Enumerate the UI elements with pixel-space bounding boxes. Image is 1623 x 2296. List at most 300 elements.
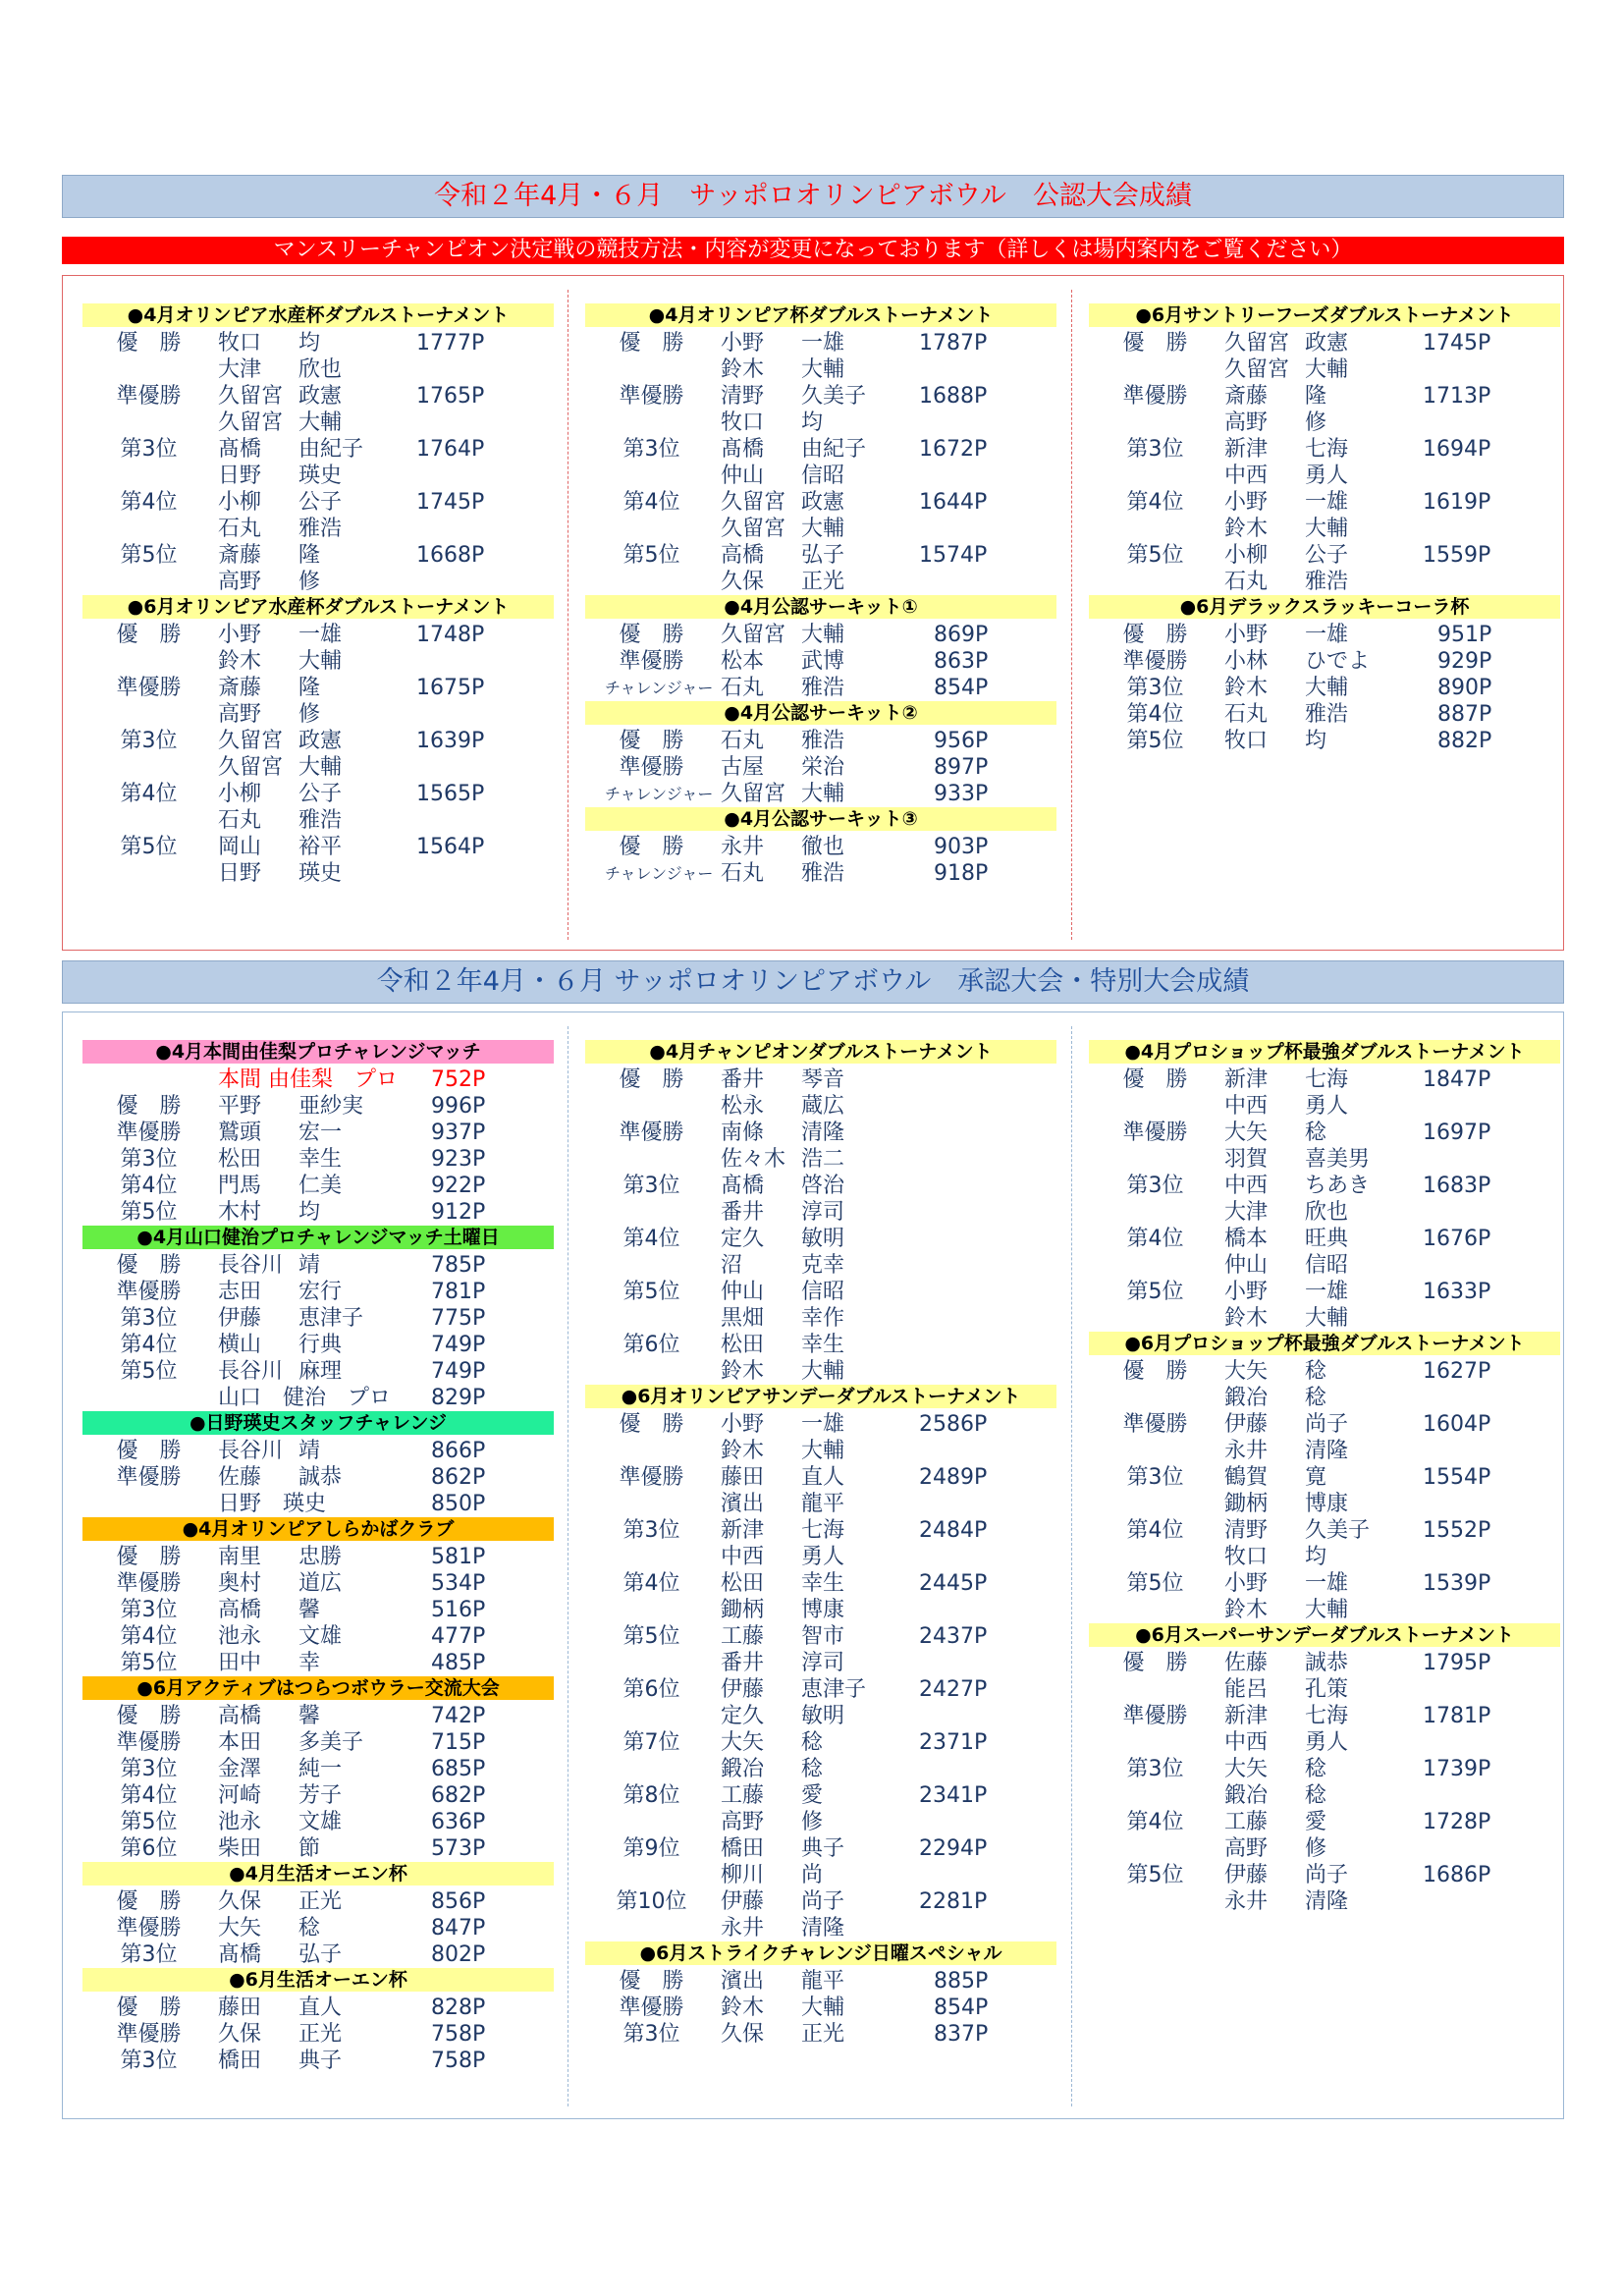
- player-surname: 小柳: [1224, 543, 1269, 568]
- result-row: [1089, 330, 1560, 356]
- tournament-title: ●6月スーパーサンデーダブルストーナメント: [1089, 1623, 1560, 1647]
- score-value: 2484P: [919, 1518, 988, 1543]
- result-row: [585, 1570, 1056, 1597]
- rank-label: 第3位: [120, 1757, 178, 1781]
- rank-label: 第5位: [1126, 543, 1184, 568]
- result-row: [585, 330, 1056, 356]
- player-surname: 石丸: [1224, 702, 1269, 727]
- player-surname: 久留宮: [721, 782, 786, 806]
- player-given-name: 勇人: [801, 1545, 845, 1569]
- rank-label: 第3位: [622, 2022, 680, 2047]
- official-results-panel: [62, 275, 1564, 951]
- score-value: 869P: [934, 623, 989, 647]
- player-given-name: 正光: [298, 1889, 343, 1914]
- player-surname: 鍛冶: [1224, 1783, 1269, 1808]
- player-given-name: 稔: [1305, 1757, 1327, 1781]
- result-row: [585, 2021, 1056, 2048]
- result-row: [82, 754, 554, 781]
- score-value: 682P: [431, 1783, 486, 1808]
- tournament-block: [1089, 1332, 1560, 1623]
- result-row: [1089, 675, 1560, 701]
- player-given-name: 七海: [1305, 1067, 1349, 1092]
- result-row: [585, 410, 1056, 436]
- player-surname: 松田: [721, 1333, 765, 1357]
- player-surname: 定久: [721, 1227, 765, 1251]
- result-row: [585, 1729, 1056, 1756]
- result-row: [82, 410, 554, 436]
- player-given-name: 政憲: [298, 729, 343, 753]
- score-value: 2294P: [919, 1836, 988, 1861]
- player-surname: 小柳: [218, 490, 262, 515]
- player-surname: 久留宮: [1224, 357, 1290, 382]
- score-value: 912P: [431, 1200, 486, 1225]
- tournament-block: [585, 595, 1056, 701]
- result-row: [585, 489, 1056, 516]
- result-row: [585, 1146, 1056, 1173]
- result-row: [82, 1120, 554, 1146]
- result-row: [82, 1650, 554, 1676]
- player-given-name: 一雄: [1305, 1571, 1349, 1596]
- score-value: 2445P: [919, 1571, 988, 1596]
- result-row: [1089, 1066, 1560, 1093]
- result-row: [82, 1888, 554, 1915]
- player-surname: 仲山: [1224, 1253, 1269, 1278]
- player-given-name: 大輔: [1305, 676, 1349, 700]
- player-surname: 永井: [721, 835, 765, 859]
- player-given-name: 啓治: [801, 1174, 845, 1198]
- result-row: [82, 1756, 554, 1782]
- tournament-title: ●6月アクティブはつらつボウラー交流大会: [82, 1676, 554, 1700]
- score-value: 1639P: [416, 729, 485, 753]
- tournament-block: [82, 1411, 554, 1517]
- player-given-name: 正光: [801, 570, 845, 594]
- result-row: [585, 675, 1056, 701]
- score-value: 573P: [431, 1836, 486, 1861]
- player-surname: 久留宮: [721, 490, 786, 515]
- player-surname: 鈴木: [721, 1359, 765, 1384]
- result-row: [1089, 489, 1560, 516]
- player-surname: 平野: [218, 1094, 262, 1119]
- result-row: [585, 1491, 1056, 1517]
- rank-label: 第4位: [1126, 1810, 1184, 1834]
- player-given-name: 文雄: [298, 1810, 343, 1834]
- player-surname: 金澤: [218, 1757, 262, 1781]
- player-surname: 山口 健治 プロ: [218, 1386, 392, 1410]
- player-surname: 小野: [721, 1412, 765, 1437]
- result-row: [82, 1385, 554, 1411]
- player-surname: 工藤: [1224, 1810, 1269, 1834]
- result-row: [585, 1756, 1056, 1782]
- player-given-name: 稔: [298, 1916, 321, 1941]
- player-surname: 佐々木: [721, 1147, 786, 1172]
- result-row: [585, 648, 1056, 675]
- player-given-name: 大輔: [801, 1439, 845, 1463]
- player-surname: 池永: [218, 1810, 262, 1834]
- player-surname: 沼: [721, 1253, 743, 1278]
- player-given-name: 公子: [298, 490, 343, 515]
- result-row: [82, 675, 554, 701]
- player-surname: 日野: [218, 464, 262, 488]
- player-given-name: 稔: [1305, 1386, 1327, 1410]
- score-value: 1672P: [919, 437, 988, 462]
- player-given-name: 政憲: [801, 490, 845, 515]
- player-surname: 久保: [218, 1889, 262, 1914]
- rank-label: 準優勝: [1122, 1704, 1188, 1728]
- player-surname: 石丸: [721, 676, 765, 700]
- player-surname: 小林: [1224, 649, 1269, 674]
- player-given-name: 大輔: [1305, 517, 1349, 541]
- result-row: [82, 1332, 554, 1358]
- player-given-name: 大輔: [801, 623, 845, 647]
- result-row: [1089, 1252, 1560, 1279]
- result-row: [585, 1835, 1056, 1862]
- player-surname: 木村: [218, 1200, 262, 1225]
- score-value: 1686P: [1423, 1863, 1491, 1887]
- results-column: [585, 1040, 1056, 2048]
- player-given-name: 幸作: [801, 1306, 845, 1331]
- result-row: [82, 1623, 554, 1650]
- score-value: 715P: [431, 1730, 486, 1755]
- player-surname: 松本: [721, 649, 765, 674]
- player-surname: 黒畑: [721, 1306, 765, 1331]
- player-surname: 石丸: [218, 517, 262, 541]
- player-surname: 柳川: [721, 1863, 765, 1887]
- player-surname: 南里: [218, 1545, 262, 1569]
- rank-label: 優 勝: [116, 623, 182, 647]
- player-given-name: 智市: [801, 1624, 845, 1649]
- player-given-name: 雅浩: [298, 808, 343, 833]
- player-given-name: 靖: [298, 1253, 321, 1278]
- tournament-block: [82, 1862, 554, 1968]
- rank-label: 優 勝: [1122, 623, 1188, 647]
- player-given-name: 浩二: [801, 1147, 845, 1172]
- player-given-name: 寛: [1305, 1465, 1327, 1490]
- player-given-name: 弘子: [298, 1942, 343, 1967]
- result-row: [82, 1729, 554, 1756]
- rank-label: 準優勝: [116, 384, 182, 409]
- result-row: [82, 330, 554, 356]
- result-row: [585, 1226, 1056, 1252]
- section-2-title: 令和２年4月・６月 サッポロオリンピアボウル 承認大会・特別大会成績: [62, 960, 1564, 1004]
- result-row: [1089, 1305, 1560, 1332]
- score-value: 752P: [431, 1067, 486, 1092]
- player-surname: 久留宮: [218, 755, 284, 780]
- result-row: [585, 542, 1056, 569]
- player-surname: 田中: [218, 1651, 262, 1675]
- player-given-name: 裕平: [298, 835, 343, 859]
- player-surname: 小野: [1224, 1571, 1269, 1596]
- score-value: 2281P: [919, 1889, 988, 1914]
- player-given-name: 淳司: [801, 1651, 845, 1675]
- tournament-title: ●4月公認サーキット③: [585, 807, 1056, 831]
- result-row: [585, 1809, 1056, 1835]
- player-given-name: 隆: [1305, 384, 1327, 409]
- player-surname: 新津: [1224, 1067, 1269, 1092]
- player-given-name: 清隆: [1305, 1439, 1349, 1463]
- player-given-name: 修: [1305, 1836, 1327, 1861]
- player-surname: 大矢: [1224, 1121, 1269, 1145]
- score-value: 581P: [431, 1545, 486, 1569]
- rank-label: 優 勝: [116, 1889, 182, 1914]
- score-value: 856P: [431, 1889, 486, 1914]
- rank-label: 第5位: [120, 543, 178, 568]
- rank-label: 優 勝: [116, 1439, 182, 1463]
- score-value: 1764P: [416, 437, 485, 462]
- result-row: [1089, 1411, 1560, 1438]
- player-surname: 高橋: [218, 1598, 262, 1622]
- player-given-name: 大輔: [801, 1359, 845, 1384]
- player-surname: 長谷川: [218, 1359, 284, 1384]
- player-given-name: 大輔: [1305, 357, 1349, 382]
- player-surname: 古屋: [721, 755, 765, 780]
- player-given-name: 尚子: [1305, 1863, 1349, 1887]
- player-given-name: 典子: [801, 1836, 845, 1861]
- tournament-block: [585, 1385, 1056, 1941]
- tournament-block: [82, 1040, 554, 1226]
- player-given-name: 一雄: [1305, 623, 1349, 647]
- result-row: [585, 1676, 1056, 1703]
- player-given-name: 行典: [298, 1333, 343, 1357]
- score-value: 923P: [431, 1147, 486, 1172]
- rank-label: 準優勝: [1122, 1412, 1188, 1437]
- result-row: [1089, 701, 1560, 728]
- rank-label: 第4位: [120, 1333, 178, 1357]
- result-row: [82, 701, 554, 728]
- result-row: [1089, 1809, 1560, 1835]
- player-surname: 石丸: [721, 861, 765, 886]
- player-surname: 小柳: [218, 782, 262, 806]
- player-surname: 髙橋: [218, 437, 262, 462]
- player-surname: 松田: [721, 1571, 765, 1596]
- player-surname: 橋本: [1224, 1227, 1269, 1251]
- rank-label: 優 勝: [619, 835, 684, 859]
- rank-label: 第3位: [1126, 1465, 1184, 1490]
- result-row: [82, 1464, 554, 1491]
- player-surname: 門馬: [218, 1174, 262, 1198]
- tournament-block: [1089, 595, 1560, 754]
- player-given-name: 博康: [801, 1598, 845, 1622]
- rank-label: 準優勝: [619, 755, 684, 780]
- rank-label: 第3位: [120, 1306, 178, 1331]
- result-row: [1089, 1888, 1560, 1915]
- result-row: [585, 463, 1056, 489]
- player-given-name: 大輔: [801, 1995, 845, 2020]
- result-row: [82, 1544, 554, 1570]
- rank-label: 準優勝: [1122, 649, 1188, 674]
- score-value: 802P: [431, 1942, 486, 1967]
- player-surname: 久留宮: [218, 410, 284, 435]
- player-given-name: 稔: [801, 1757, 824, 1781]
- score-value: 1633P: [1423, 1280, 1491, 1304]
- player-given-name: 典子: [298, 2049, 343, 2073]
- result-row: [82, 622, 554, 648]
- result-row: [82, 781, 554, 807]
- player-given-name: 公子: [298, 782, 343, 806]
- score-value: 903P: [934, 835, 989, 859]
- rank-label: 準優勝: [116, 676, 182, 700]
- rank-label: 準優勝: [619, 384, 684, 409]
- player-given-name: 克幸: [801, 1253, 845, 1278]
- player-given-name: 尚子: [1305, 1412, 1349, 1437]
- tournament-block: [585, 701, 1056, 807]
- score-value: 1552P: [1423, 1518, 1491, 1543]
- rank-label: 第4位: [120, 782, 178, 806]
- section-1-title: 令和２年4月・６月 サッポロオリンピアボウル 公認大会成績: [62, 175, 1564, 218]
- rank-label: 第3位: [120, 437, 178, 462]
- player-given-name: 信昭: [801, 464, 845, 488]
- player-surname: 鷲頭: [218, 1121, 262, 1145]
- player-surname: 本間 由佳梨 プロ: [218, 1067, 398, 1092]
- player-given-name: 一雄: [298, 623, 343, 647]
- player-given-name: 正光: [801, 2022, 845, 2047]
- player-surname: 仲山: [721, 1280, 765, 1304]
- score-value: 1644P: [919, 490, 988, 515]
- player-surname: 牧口: [1224, 1545, 1269, 1569]
- player-given-name: 馨: [298, 1598, 321, 1622]
- player-surname: 久留宮: [218, 729, 284, 753]
- result-row: [82, 516, 554, 542]
- player-given-name: 弘子: [801, 543, 845, 568]
- player-surname: 大津: [218, 357, 262, 382]
- player-surname: 鈴木: [1224, 1306, 1269, 1331]
- player-given-name: 徹也: [801, 835, 845, 859]
- result-row: [585, 754, 1056, 781]
- rank-label: 準優勝: [619, 1995, 684, 2020]
- score-value: 1847P: [1423, 1067, 1491, 1092]
- player-surname: 鈴木: [1224, 1598, 1269, 1622]
- result-row: [82, 1305, 554, 1332]
- player-given-name: 雅浩: [801, 729, 845, 753]
- tournament-title: ●6月オリンピア水産杯ダブルストーナメント: [82, 595, 554, 619]
- result-row: [1089, 1173, 1560, 1199]
- player-surname: 鈴木: [721, 1439, 765, 1463]
- result-row: [585, 1968, 1056, 1995]
- result-row: [82, 1703, 554, 1729]
- player-surname: 中西: [1224, 1094, 1269, 1119]
- score-value: 1539P: [1423, 1571, 1491, 1596]
- score-value: 1683P: [1423, 1174, 1491, 1198]
- player-given-name: 勇人: [1305, 1730, 1349, 1755]
- player-surname: 高野: [1224, 410, 1269, 435]
- result-row: [585, 1066, 1056, 1093]
- rank-label: 準優勝: [619, 649, 684, 674]
- score-value: 890P: [1437, 676, 1492, 700]
- player-given-name: 隆: [298, 676, 321, 700]
- player-surname: 高橋: [721, 543, 765, 568]
- result-row: [1089, 436, 1560, 463]
- player-surname: 鍛冶: [721, 1757, 765, 1781]
- result-row: [585, 1358, 1056, 1385]
- player-surname: 久保: [721, 2022, 765, 2047]
- result-row: [82, 2048, 554, 2074]
- tournament-title: ●4月生活オーエン杯: [82, 1862, 554, 1886]
- player-given-name: 誠恭: [298, 1465, 343, 1490]
- player-given-name: 一雄: [1305, 490, 1349, 515]
- rank-label: 第4位: [1126, 490, 1184, 515]
- score-value: 837P: [934, 2022, 989, 2047]
- rank-label: 第7位: [622, 1730, 680, 1755]
- results-column: [1089, 303, 1560, 754]
- column-divider: [1071, 290, 1072, 940]
- result-row: [1089, 648, 1560, 675]
- player-surname: 大矢: [218, 1916, 262, 1941]
- rank-label: 第5位: [120, 1651, 178, 1675]
- player-given-name: 尚子: [801, 1889, 845, 1914]
- result-row: [82, 356, 554, 383]
- player-surname: 鈴木: [721, 357, 765, 382]
- score-value: 516P: [431, 1598, 486, 1622]
- player-given-name: 修: [1305, 410, 1327, 435]
- player-given-name: 敏明: [801, 1227, 845, 1251]
- score-value: 785P: [431, 1253, 486, 1278]
- score-value: 1795P: [1423, 1651, 1491, 1675]
- result-row: [1089, 728, 1560, 754]
- score-value: 897P: [934, 755, 989, 780]
- results-column: [82, 303, 554, 887]
- player-surname: 斎藤: [218, 676, 262, 700]
- rank-label: 優 勝: [619, 331, 684, 355]
- result-row: [585, 1623, 1056, 1650]
- result-row: [82, 1570, 554, 1597]
- player-given-name: 大輔: [298, 755, 343, 780]
- result-row: [585, 1199, 1056, 1226]
- result-row: [1089, 1650, 1560, 1676]
- score-value: 636P: [431, 1810, 486, 1834]
- rank-label: 第4位: [1126, 1227, 1184, 1251]
- tournament-title: ●6月オリンピアサンデーダブルストーナメント: [585, 1385, 1056, 1408]
- score-value: 1675P: [416, 676, 485, 700]
- player-given-name: 純一: [298, 1757, 343, 1781]
- result-row: [82, 1279, 554, 1305]
- score-value: 951P: [1437, 623, 1492, 647]
- player-given-name: 一雄: [801, 331, 845, 355]
- rank-label: 第9位: [622, 1836, 680, 1861]
- rank-label: 第5位: [120, 835, 178, 859]
- player-surname: 岡山: [218, 835, 262, 859]
- player-surname: 日野: [218, 861, 262, 886]
- tournament-title: ●4月プロショップ杯最強ダブルストーナメント: [1089, 1040, 1560, 1064]
- rank-label: 準優勝: [116, 1571, 182, 1596]
- score-value: 1745P: [1423, 331, 1491, 355]
- score-value: 2371P: [919, 1730, 988, 1755]
- player-surname: 鋤柄: [1224, 1492, 1269, 1516]
- player-surname: 石丸: [218, 808, 262, 833]
- player-given-name: 芳子: [298, 1783, 343, 1808]
- rank-label: チャレンジャー: [605, 864, 714, 883]
- score-value: 1688P: [919, 384, 988, 409]
- player-given-name: 恵津子: [298, 1306, 364, 1331]
- tournament-block: [1089, 1623, 1560, 1915]
- player-given-name: 政憲: [1305, 331, 1349, 355]
- player-given-name: 龍平: [801, 1492, 845, 1516]
- player-surname: 伊藤: [1224, 1863, 1269, 1887]
- player-surname: 長谷川: [218, 1439, 284, 1463]
- result-row: [585, 1173, 1056, 1199]
- player-given-name: 大輔: [298, 410, 343, 435]
- result-row: [585, 1332, 1056, 1358]
- player-surname: 松田: [218, 1147, 262, 1172]
- player-given-name: 雅浩: [801, 861, 845, 886]
- score-value: 1559P: [1423, 543, 1491, 568]
- player-surname: 本田: [218, 1730, 262, 1755]
- player-surname: 髙橋: [721, 1174, 765, 1198]
- score-value: 2437P: [919, 1624, 988, 1649]
- score-value: 1745P: [416, 490, 485, 515]
- result-row: [585, 1650, 1056, 1676]
- player-surname: 小野: [721, 331, 765, 355]
- result-row: [82, 728, 554, 754]
- player-given-name: 喜美男: [1305, 1147, 1371, 1172]
